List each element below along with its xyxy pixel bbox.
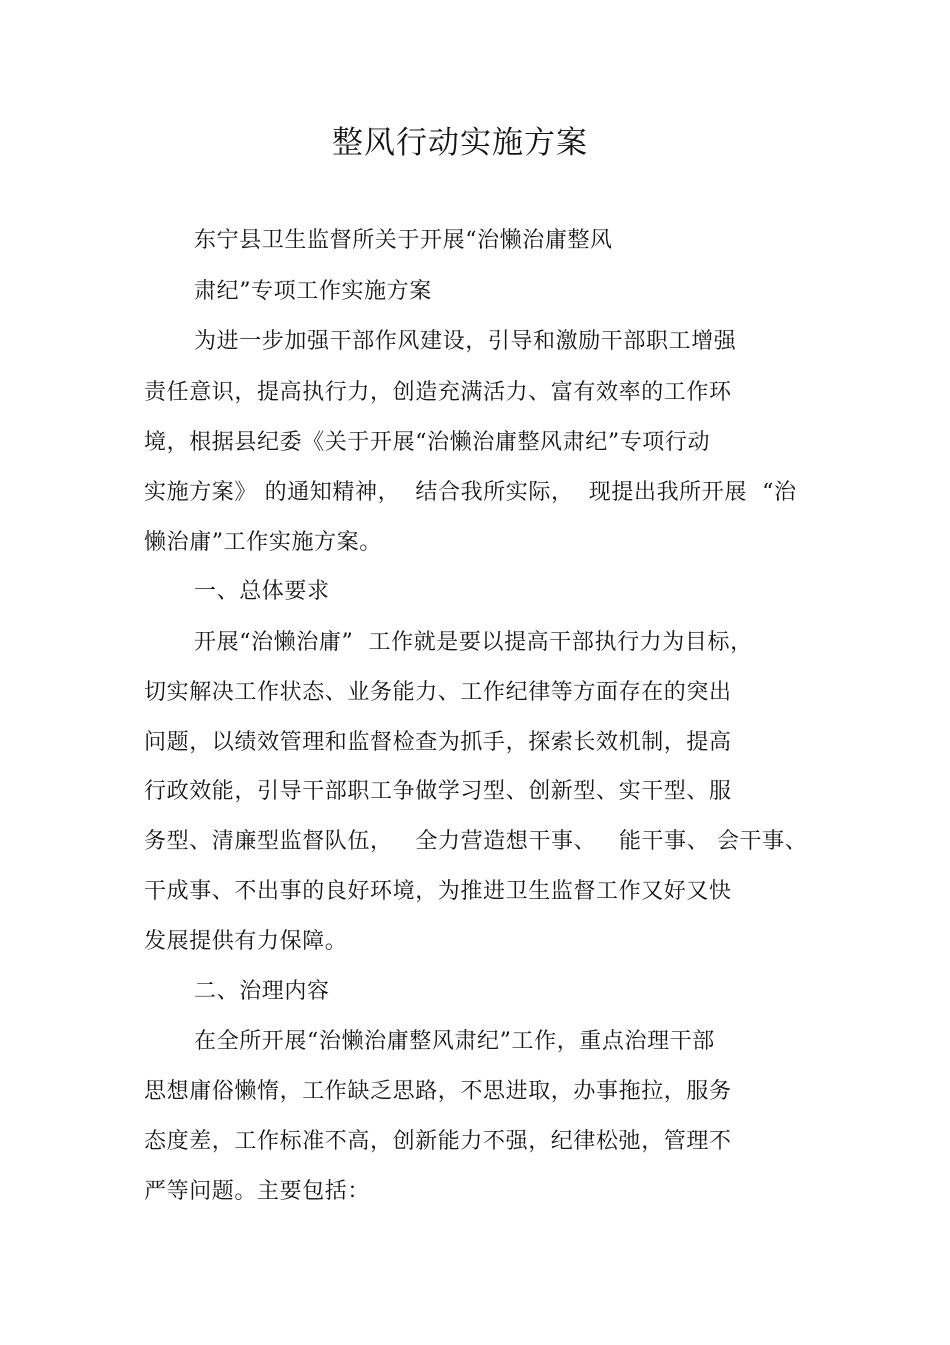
document-title: 整风行动实施方案	[332, 125, 588, 161]
paragraph-line: 问题，以绩效管理和监督检查为抓手，探索长效机制，提高	[144, 730, 732, 755]
paragraph-line: 为进一步加强干部作风建设，引导和激励干部职工增强	[194, 329, 737, 354]
paragraph-line: 懒治庸”工作实施方案。	[144, 530, 382, 555]
paragraph-line: 态度差，工作标准不高，创新能力不强，纪律松弛，管理不	[144, 1129, 732, 1154]
section-heading-1: 一、总体要求	[194, 579, 330, 604]
paragraph-line: 思想庸俗懒惰，工作缺乏思路，不思进取，办事拖拉，服务	[144, 1079, 732, 1104]
paragraph-line: 严等问题。主要包括：	[144, 1179, 371, 1204]
paragraph-line: 切实解决工作状态、业务能力、工作纪律等方面存在的突出	[144, 680, 732, 705]
paragraph-line: 实施方案》 的通知精神， 结合我所实际， 现提出我所开展 “治	[144, 480, 797, 505]
subtitle-line-2: 肃纪”专项工作实施方案	[194, 279, 432, 304]
paragraph-line: 境，根据县纪委《关于开展“治懒治庸整风肃纪”专项行动	[144, 430, 711, 455]
paragraph-line: 开展“治懒治庸” 工作就是要以提高干部执行力为目标，	[194, 630, 753, 655]
section-heading-2: 二、治理内容	[194, 979, 330, 1004]
subtitle-line-1: 东宁县卫生监督所关于开展“治懒治庸整风	[194, 228, 613, 253]
paragraph-line: 在全所开展“治懒治庸整风肃纪”工作，重点治理干部	[194, 1029, 715, 1054]
paragraph-line: 责任意识，提高执行力，创造充满活力、富有效率的工作环	[144, 380, 732, 405]
paragraph-line: 务型、清廉型监督队伍， 全力营造想干事、 能干事、 会干事、	[144, 829, 808, 854]
paragraph-line: 行政效能，引导干部职工争做学习型、创新型、实干型、服	[144, 779, 732, 804]
paragraph-line: 发展提供有力保障。	[144, 929, 348, 954]
paragraph-line: 干成事、不出事的良好环境，为推进卫生监督工作又好又快	[144, 879, 732, 904]
